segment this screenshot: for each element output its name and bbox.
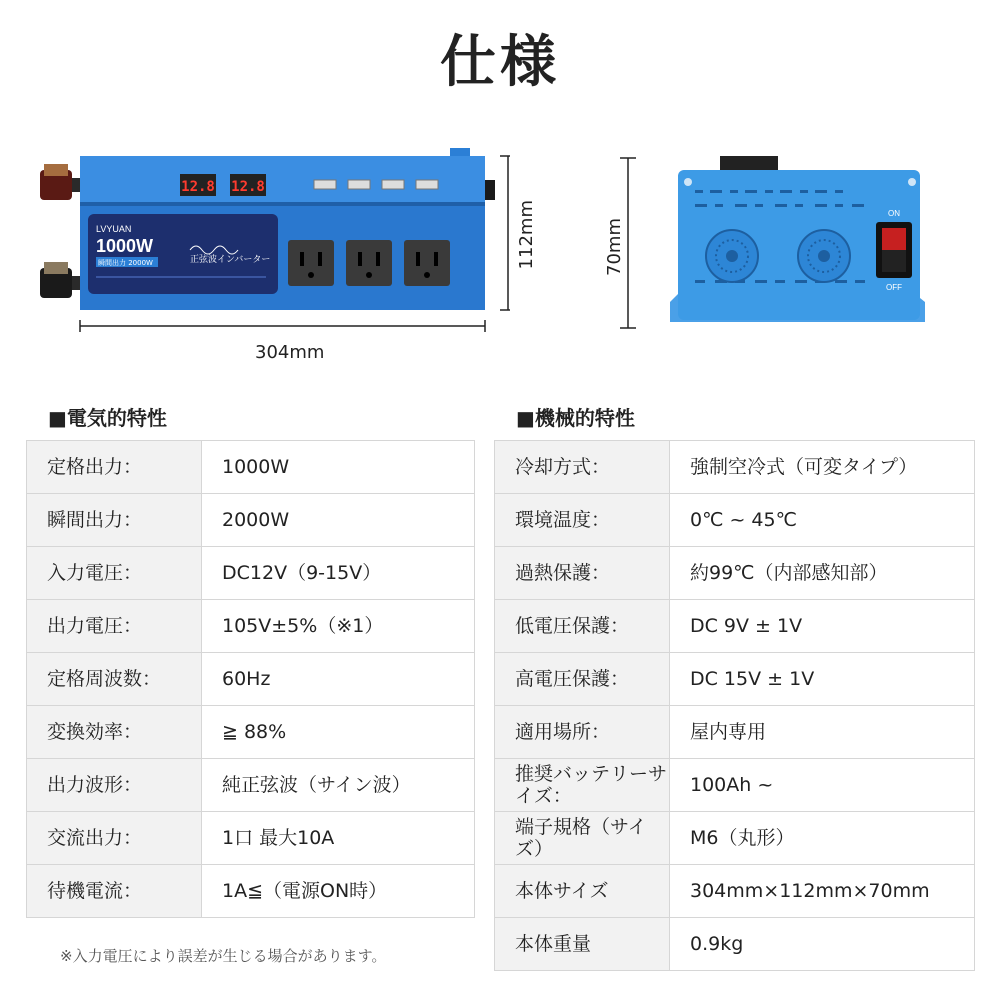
table-row	[27, 865, 475, 918]
electrical-heading: ■電気的特性	[48, 406, 167, 430]
table-row	[27, 494, 475, 547]
page-title: 仕様	[440, 30, 560, 95]
spec-key: 本体重量	[495, 918, 670, 971]
spec-value: 304mm×112mm×70mm	[670, 865, 975, 918]
spec-value: 強制空冷式（可変タイプ）	[670, 441, 975, 494]
ac-outlet-1	[288, 240, 334, 286]
spec-key: 定格出力：	[27, 441, 202, 494]
table-row	[495, 494, 975, 547]
inverter-front-image	[30, 140, 510, 350]
spec-value: 1口 最大10A	[202, 812, 475, 865]
spec-key: 出力電圧：	[27, 600, 202, 653]
table-row	[495, 441, 975, 494]
spec-key: 推奨バッテリーサイズ：	[495, 759, 670, 812]
spec-key: 出力波形：	[27, 759, 202, 812]
table-row	[27, 441, 475, 494]
electrical-spec-table	[26, 440, 475, 918]
spec-value: DC12V（9-15V）	[202, 547, 475, 600]
spec-key: 待機電流：	[27, 865, 202, 918]
peak-label: 瞬間出力 2000W	[98, 259, 153, 267]
mechanical-heading: ■機械的特性	[516, 406, 635, 430]
table-row	[495, 865, 975, 918]
spec-key: 交流出力：	[27, 812, 202, 865]
power-switch	[876, 222, 912, 278]
inverter-side-image	[620, 150, 950, 335]
display-ac-voltage: 12.8	[231, 179, 265, 195]
table-row	[27, 600, 475, 653]
spec-key: 定格周波数：	[27, 653, 202, 706]
table-row	[27, 812, 475, 865]
table-row	[495, 759, 975, 812]
table-row	[495, 547, 975, 600]
display-battery-voltage: 12.8	[181, 179, 215, 195]
spec-key: 環境温度：	[495, 494, 670, 547]
dimension-depth: 70mm	[604, 218, 625, 276]
table-row	[495, 600, 975, 653]
spec-value: DC 15V ± 1V	[670, 653, 975, 706]
table-row	[27, 759, 475, 812]
spec-value: 2000W	[202, 494, 475, 547]
table-row	[27, 706, 475, 759]
dimension-height: 112mm	[516, 200, 537, 270]
spec-value: 100Ah ~	[670, 759, 975, 812]
spec-value: 約99℃（内部感知部）	[670, 547, 975, 600]
spec-key: 冷却方式：	[495, 441, 670, 494]
brand-label: LVYUAN	[96, 224, 132, 234]
dimension-length: 304mm	[255, 342, 325, 363]
table-row	[495, 812, 975, 865]
table-row	[495, 918, 975, 971]
spec-value: 105V±5%（※1）	[202, 600, 475, 653]
spec-key: 高電圧保護：	[495, 653, 670, 706]
footnote: ※入力電圧により誤差が生じる場合があります。	[60, 947, 387, 965]
spec-value: 純正弦波（サイン波）	[202, 759, 475, 812]
spec-value: DC 9V ± 1V	[670, 600, 975, 653]
switch-on-label: ON	[888, 209, 900, 218]
spec-key: 瞬間出力：	[27, 494, 202, 547]
spec-key: 変換効率：	[27, 706, 202, 759]
ac-outlet-2	[346, 240, 392, 286]
spec-value: 1000W	[202, 441, 475, 494]
product-name-label: 正弦波インバーター	[190, 255, 271, 265]
spec-value: 0.9kg	[670, 918, 975, 971]
terminal-negative	[40, 262, 86, 298]
spec-key: 適用場所：	[495, 706, 670, 759]
spec-value: 60Hz	[202, 653, 475, 706]
table-row	[495, 706, 975, 759]
spec-value: 1A≦（電源ON時）	[202, 865, 475, 918]
spec-key: 端子規格（サイズ）	[495, 812, 670, 865]
spec-value: ≧ 88%	[202, 706, 475, 759]
spec-key: 低電圧保護：	[495, 600, 670, 653]
mechanical-spec-table	[494, 440, 975, 971]
switch-off-label: OFF	[886, 283, 902, 292]
spec-value: 0℃ ~ 45℃	[670, 494, 975, 547]
spec-key: 本体サイズ	[495, 865, 670, 918]
ac-outlet-3	[404, 240, 450, 286]
spec-value: 屋内専用	[670, 706, 975, 759]
spec-key: 入力電圧：	[27, 547, 202, 600]
terminal-positive	[40, 164, 86, 200]
table-row	[27, 653, 475, 706]
table-row	[27, 547, 475, 600]
table-row	[495, 653, 975, 706]
spec-key: 過熱保護：	[495, 547, 670, 600]
rated-power-label: 1000W	[96, 236, 154, 256]
spec-value: M6（丸形）	[670, 812, 975, 865]
